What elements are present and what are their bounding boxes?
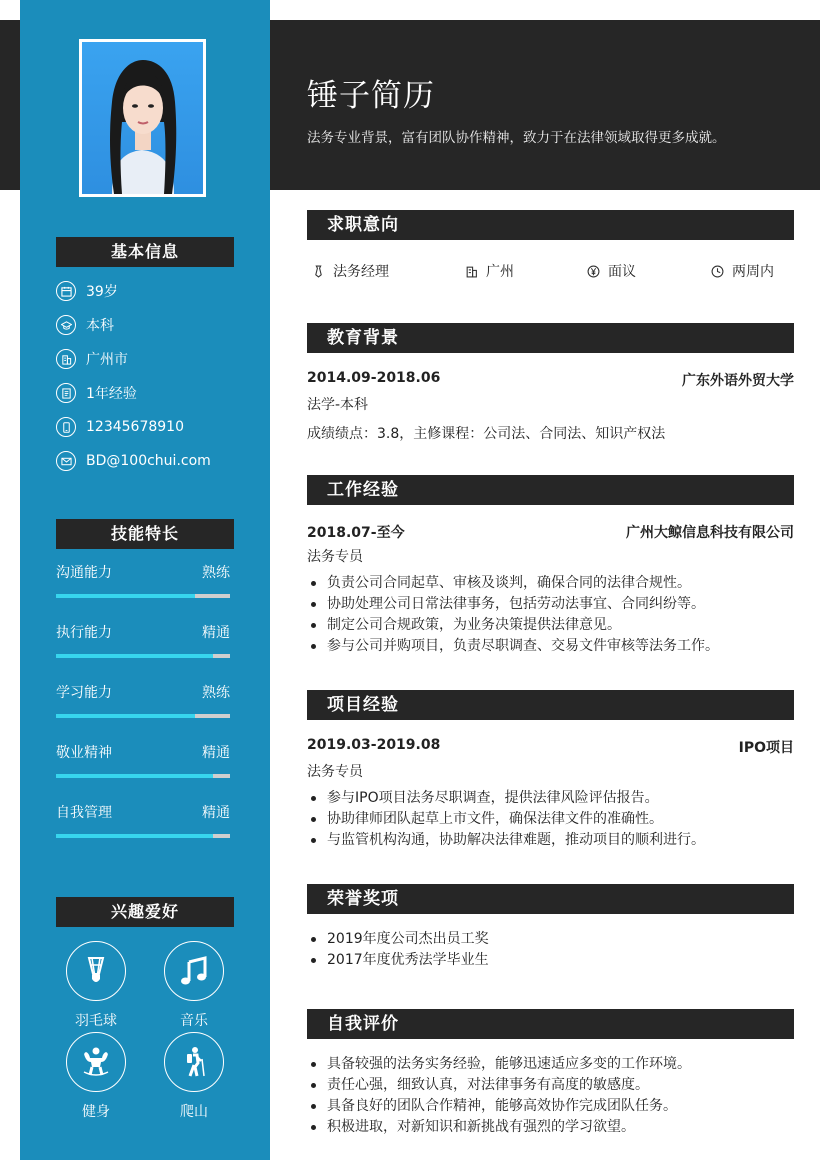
list-item: 参与公司并购项目，负责尽职调查、交易文件审核等法务工作。 [307, 636, 794, 657]
work-bullets [307, 573, 794, 657]
work-company: 广州大鲸信息科技有限公司 [626, 525, 794, 541]
skill-bar [56, 834, 230, 838]
hobby-badminton [65, 941, 127, 1030]
education-period: 2014.09-2018.06 [307, 370, 441, 386]
project-role: 法务专员 [307, 764, 363, 780]
list-item: 具备较强的法务实务经验，能够迅速适应多变的工作环境。 [307, 1054, 794, 1075]
awards-bullets [307, 929, 794, 971]
skill-name: 沟通能力 [56, 565, 112, 581]
intent-salary [587, 261, 711, 281]
skill-bar-fill [56, 594, 195, 598]
intent-available [711, 261, 774, 281]
info-email [56, 444, 246, 478]
music-icon [164, 941, 224, 1001]
skill-level: 熟练 [202, 685, 230, 701]
hobby-music [163, 941, 225, 1030]
info-text: 39岁 [86, 284, 118, 300]
hobby-fitness [65, 1032, 127, 1121]
hobby-label: 爬山 [180, 1104, 208, 1120]
list-item: 制定公司合规政策，为业务决策提供法律意见。 [307, 615, 794, 636]
skill-item [56, 742, 230, 778]
skill-level: 熟练 [202, 565, 230, 581]
building-icon [56, 349, 76, 369]
skill-name: 学习能力 [56, 685, 112, 701]
avatar [82, 42, 203, 194]
skill-item [56, 802, 230, 838]
basic-info-title: 基本信息 [56, 237, 234, 267]
mail-icon [56, 451, 76, 471]
skill-bar [56, 774, 230, 778]
job-intent [312, 261, 792, 281]
hobbies-title: 兴趣爱好 [56, 897, 234, 927]
hobby-hiking [163, 1032, 225, 1121]
skill-level: 精通 [202, 625, 230, 641]
info-text: 1年经验 [86, 386, 137, 402]
hobby-label: 健身 [82, 1104, 110, 1120]
work-period: 2018.07-至今 [307, 525, 405, 541]
intent-salary-text: 面议 [608, 264, 636, 280]
info-text: 本科 [86, 318, 114, 334]
yen-icon [587, 265, 600, 278]
resume-tagline: 法务专业背景，富有团队协作精神，致力于在法律领域取得更多成就。 [307, 130, 726, 146]
skill-bar [56, 654, 230, 658]
skill-level: 精通 [202, 805, 230, 821]
list-item: 协助处理公司日常法律事务，包括劳动法事宜、合同纠纷等。 [307, 594, 794, 615]
info-city [56, 342, 246, 376]
list-item: 2017年度优秀法学毕业生 [307, 950, 794, 971]
intent-available-text: 两周内 [732, 264, 774, 280]
info-experience [56, 376, 246, 410]
info-education [56, 308, 246, 342]
skill-item [56, 622, 230, 658]
basic-info-list [56, 274, 246, 478]
document-icon [56, 383, 76, 403]
skill-bar-fill [56, 654, 213, 658]
intent-position [312, 261, 465, 281]
intent-city-text: 广州 [486, 264, 514, 280]
work-role: 法务专员 [307, 549, 363, 565]
skill-name: 执行能力 [56, 625, 112, 641]
skill-bar-fill [56, 834, 213, 838]
skill-name: 敬业精神 [56, 745, 112, 761]
work-entry [307, 522, 794, 657]
project-name: IPO项目 [738, 740, 794, 756]
skills-title: 技能特长 [56, 519, 234, 549]
graduation-cap-icon [56, 315, 76, 335]
list-item: 参与IPO项目法务尽职调查，提供法律风险评估报告。 [307, 788, 794, 809]
info-text: 广州市 [86, 352, 128, 368]
list-item: 具备良好的团队合作精神，能够高效协作完成团队任务。 [307, 1096, 794, 1117]
badminton-icon [66, 941, 126, 1001]
skill-level: 精通 [202, 745, 230, 761]
list-item: 积极进取，对新知识和新挑战有强烈的学习欲望。 [307, 1117, 794, 1138]
project-title: 项目经验 [307, 690, 794, 720]
building-icon [465, 265, 478, 278]
skill-bar [56, 594, 230, 598]
info-text: 12345678910 [86, 419, 184, 435]
intent-title: 求职意向 [307, 210, 794, 240]
header [307, 70, 797, 146]
list-item: 2019年度公司杰出员工奖 [307, 929, 794, 950]
tie-icon [312, 265, 325, 278]
education-title: 教育背景 [307, 323, 794, 353]
hiking-icon [164, 1032, 224, 1092]
profile-photo [79, 39, 206, 197]
clock-icon [711, 265, 724, 278]
project-bullets [307, 788, 794, 851]
hobby-label: 羽毛球 [75, 1013, 117, 1029]
project-period: 2019.03-2019.08 [307, 737, 441, 753]
list-item: 与监管机构沟通，协助解决法律难题，推动项目的顺利进行。 [307, 830, 794, 851]
skill-item [56, 562, 230, 598]
education-major: 法学-本科 [307, 397, 369, 413]
list-item: 责任心强，细致认真，对法律事务有高度的敏感度。 [307, 1075, 794, 1096]
info-text: BD@100chui.com [86, 453, 211, 469]
info-phone [56, 410, 246, 444]
calendar-icon [56, 281, 76, 301]
skill-bar-fill [56, 714, 195, 718]
info-age [56, 274, 246, 308]
evaluation-title: 自我评价 [307, 1009, 794, 1039]
awards-entry [307, 922, 794, 971]
hobby-label: 音乐 [180, 1013, 208, 1029]
skill-item [56, 682, 230, 718]
education-entry [307, 370, 794, 443]
phone-icon [56, 417, 76, 437]
list-item: 负责公司合同起草、审核及谈判，确保合同的法律合规性。 [307, 573, 794, 594]
education-detail: 成绩绩点：3.8，主修课程：公司法、合同法、知识产权法 [307, 426, 666, 442]
skill-bar [56, 714, 230, 718]
list-item: 协助律师团队起草上市文件，确保法律文件的准确性。 [307, 809, 794, 830]
project-entry [307, 737, 794, 851]
intent-position-text: 法务经理 [333, 264, 389, 280]
evaluation-entry [307, 1047, 794, 1138]
work-title: 工作经验 [307, 475, 794, 505]
education-school: 广东外语外贸大学 [682, 373, 794, 389]
fitness-icon [66, 1032, 126, 1092]
evaluation-bullets [307, 1054, 794, 1138]
intent-city [465, 261, 587, 281]
skill-bar-fill [56, 774, 213, 778]
awards-title: 荣誉奖项 [307, 884, 794, 914]
resume-name: 锤子简历 [307, 78, 435, 114]
skill-name: 自我管理 [56, 805, 112, 821]
